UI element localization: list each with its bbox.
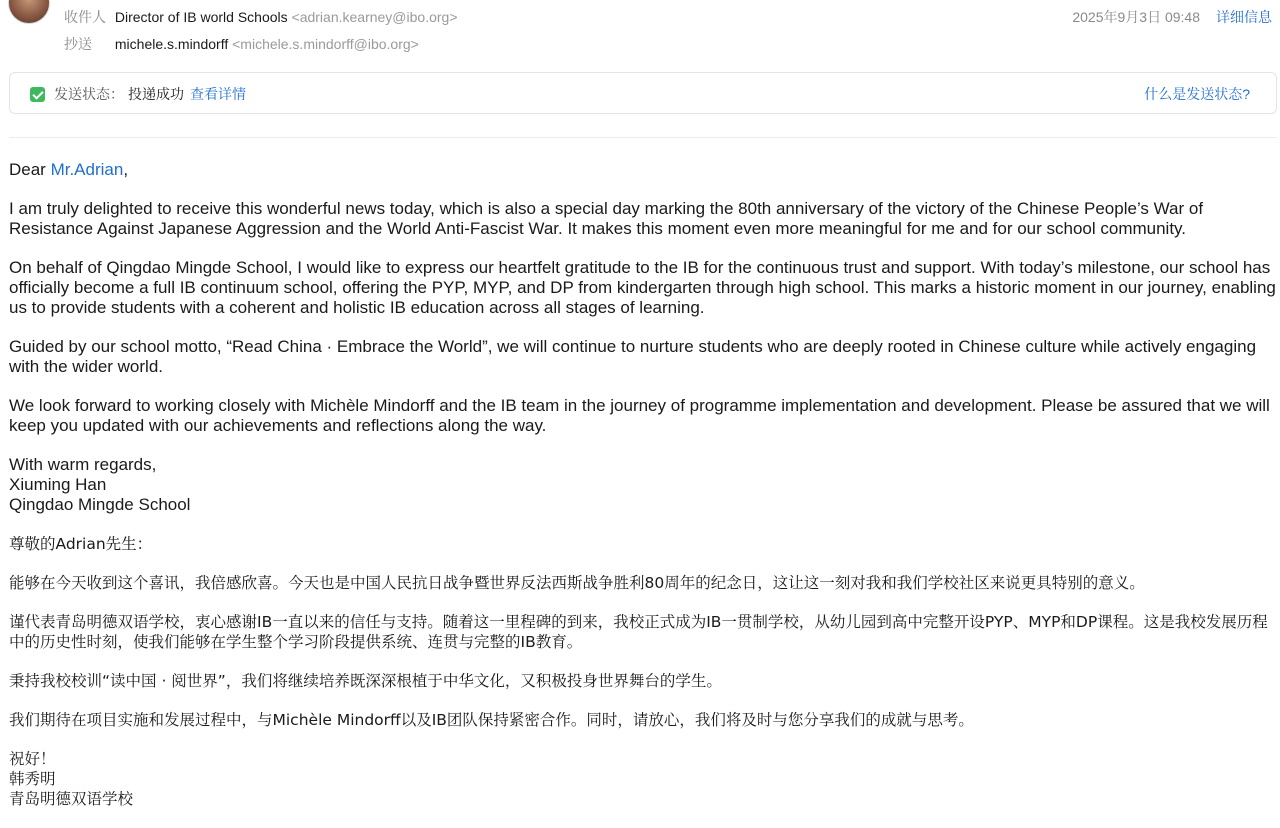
en-signature [9,455,1277,515]
en-paragraph-2: On behalf of Qingdao Mingde School, I would like to express our heartfelt gratitude to the IB for the continuous trust and support. With today’s milestone, our school has officially become a full IB continuum school, offering the PYP, MYP, and DP from kindergarten through high school. This marks a historic moment in our journey, enabling us to provide students with a coherent and holistic IB education across all stages of learning. [9,258,1276,317]
cn-greeting: 尊敬的Adrian先生： [9,535,153,553]
cn-paragraph-1: 能够在今天收到这个喜讯，我倍感欣喜。今天也是中国人民抗日战争暨世界反法西斯战争胜利80周年的纪念日，这让这一刻对我和我们学校社区来说更具特别的意义。 [9,574,1145,592]
en-sign-line-1: With warm regards, [9,455,157,474]
cn-paragraph-4: 我们期待在项目实施和发展过程中，与Michèle Mindorff以及IB团队保持紧密合作。同时，请放心，我们将及时与您分享我们的成就与思考。 [9,711,974,729]
header-divider [9,137,1277,138]
en-sign-line-2: Xiuming Han [9,475,107,494]
cn-paragraph-2: 谨代表青岛明德双语学校，衷心感谢IB一直以来的信任与支持。随着这一里程碑的到来，我校正式成为IB一贯制学校，从幼儿园到高中完整开设PYP、MYP和DP课程。这是我校发展历程中的历史性时刻，使我们能够在学生整个学习阶段提供系统、连贯与完整的IB教育。 [9,613,1268,651]
en-paragraph-3: Guided by our school motto, “Read China · Embrace the World”, we will continue to nurture students who are deeply rooted in Chinese culture while actively engaging with the wider world. [9,337,1257,376]
en-paragraph-4: We look forward to working closely with Michèle Mindorff and the IB team in the journey of programme implementation and development. Please be assured that we will keep you updated with our achievements and reflections along the way. [9,396,1270,435]
greeting-prefix: Dear [9,160,51,179]
email-header [0,0,1280,60]
en-paragraph-1: I am truly delighted to receive this wonderful news today, which is also a special day marking the 80th anniversary of the victory of the Chinese People’s War of Resistance Against Japanese Aggression and the World Anti-Fascist War. It makes this moment even more meaningful for me and for our school community. [9,199,1204,238]
cc-name[interactable]: michele.s.mindorff [114,36,229,52]
cn-sign-line-2: 韩秀明 [9,770,56,788]
sender-avatar[interactable] [8,0,50,24]
greeting-suffix: , [123,160,129,179]
greeting [9,160,1277,180]
check-icon [30,87,45,102]
en-sign-line-3: Qingdao Mingde School [9,495,191,514]
cn-sign-line-3: 青岛明德双语学校 [9,790,134,808]
to-name[interactable]: Director of IB world Schools [114,9,288,25]
status-value: 投递成功 [128,86,184,102]
delivery-status-bar [9,72,1277,114]
to-address[interactable]: <adrian.kearney@ibo.org> [291,9,458,25]
view-details-link[interactable]: 查看详情 [190,86,246,102]
cn-sign-line-1: 祝好！ [9,750,56,768]
sent-date: 2025年9月3日 09:48 [1072,9,1200,25]
email-body [9,160,1277,828]
details-link[interactable]: 详细信息 [1216,9,1272,25]
status-label: 发送状态： [54,86,124,102]
cc-label: 抄送 [64,36,92,52]
cn-paragraph-3: 秉持我校校训“读中国 · 阅世界”，我们将继续培养既深深根植于中华文化，又积极投身世界舞台的学生。 [9,672,722,690]
recipient-row [64,8,458,26]
cc-address[interactable]: <michele.s.mindorff@ibo.org> [232,36,419,52]
status-help-link[interactable]: 什么是发送状态? [1144,86,1250,102]
greeting-mention[interactable]: Mr.Adrian [50,160,124,179]
delivery-status [54,85,246,103]
cc-row [64,35,419,53]
to-label: 收件人 [64,9,106,25]
cn-signature [9,749,1277,809]
